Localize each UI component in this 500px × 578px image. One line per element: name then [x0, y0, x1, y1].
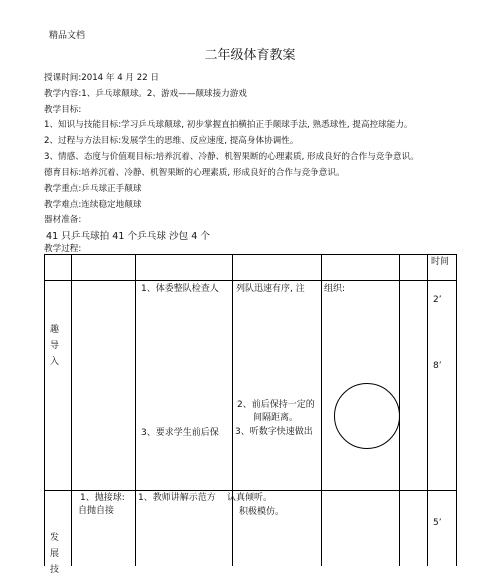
skill-student-line1: 认真倾听。: [227, 493, 273, 503]
section-label-skill: 发 展 技: [50, 533, 60, 575]
equipment-list: 41 只乒乓球拍 41 个乒乓球 沙包 4 个: [46, 231, 210, 242]
teaching-focus: 教学重点:乒乓球正手颠球: [44, 184, 142, 194]
goal-knowledge: 1、知识与技能目标:学习乒乓球颠球, 初步掌握直拍横拍正手颠球手法, 熟悉球性, 提高控球能力。: [44, 120, 413, 130]
intro-step3: 3、要求学生前后保: [141, 428, 219, 438]
goal-attitude: 3、情感、态度与价值观目标:培养沉着、冷静、机智果断的心理素质, 形成良好的合作与竞争意识。: [44, 152, 419, 162]
organization-label: 组织:: [324, 284, 346, 294]
skill-teacher-line1: 1、教师讲解示范方: [138, 493, 216, 503]
intro-student-line3: 间隔距离。: [253, 413, 299, 423]
teaching-difficulty: 教学难点:连续稳定地颠球: [44, 200, 142, 210]
goal-moral: 德育目标:培养沉着、冷静、机智果断的心理素质, 形成良好的合作与竞争意识。: [44, 168, 345, 178]
teaching-content: 教学内容:1、乒乓球颠球。2、游戏——颠球接力游戏: [44, 89, 247, 99]
process-label: 教学过程:: [44, 244, 82, 254]
document-title: 二年级体育教案: [204, 48, 296, 63]
class-time: 授课时间:2014 年 4 月 22 日: [44, 73, 159, 83]
skill-student-line2: 积极模仿。: [239, 507, 285, 517]
intro-student-line4: 3、听数字快速做出: [235, 427, 313, 437]
skill-time-1: 5’: [433, 518, 442, 528]
goal-process: 2、过程与方法目标:发展学生的思维、反应速度, 提高身体协调性。: [44, 136, 299, 146]
intro-step1: 1、体委整队检查人: [141, 284, 219, 294]
intro-time-2: 8’: [433, 361, 442, 371]
section-label-intro: 趣 导 入: [50, 325, 60, 367]
equipment-label: 器材准备:: [44, 215, 82, 225]
skill-activity-line1: 1、抛接球:: [80, 493, 125, 503]
intro-student-line2: 2、前后保持一定的: [237, 400, 315, 410]
intro-time-1: 2’: [433, 295, 442, 305]
teaching-goals-label: 教学目标:: [44, 105, 82, 115]
time-header: 时间: [431, 257, 450, 267]
header-label: 精品文档: [49, 31, 86, 41]
formation-circle: [334, 383, 400, 449]
skill-activity-line2: 自抛自接: [78, 506, 115, 516]
intro-student-line1: 列队迅速有序, 注: [236, 284, 305, 294]
